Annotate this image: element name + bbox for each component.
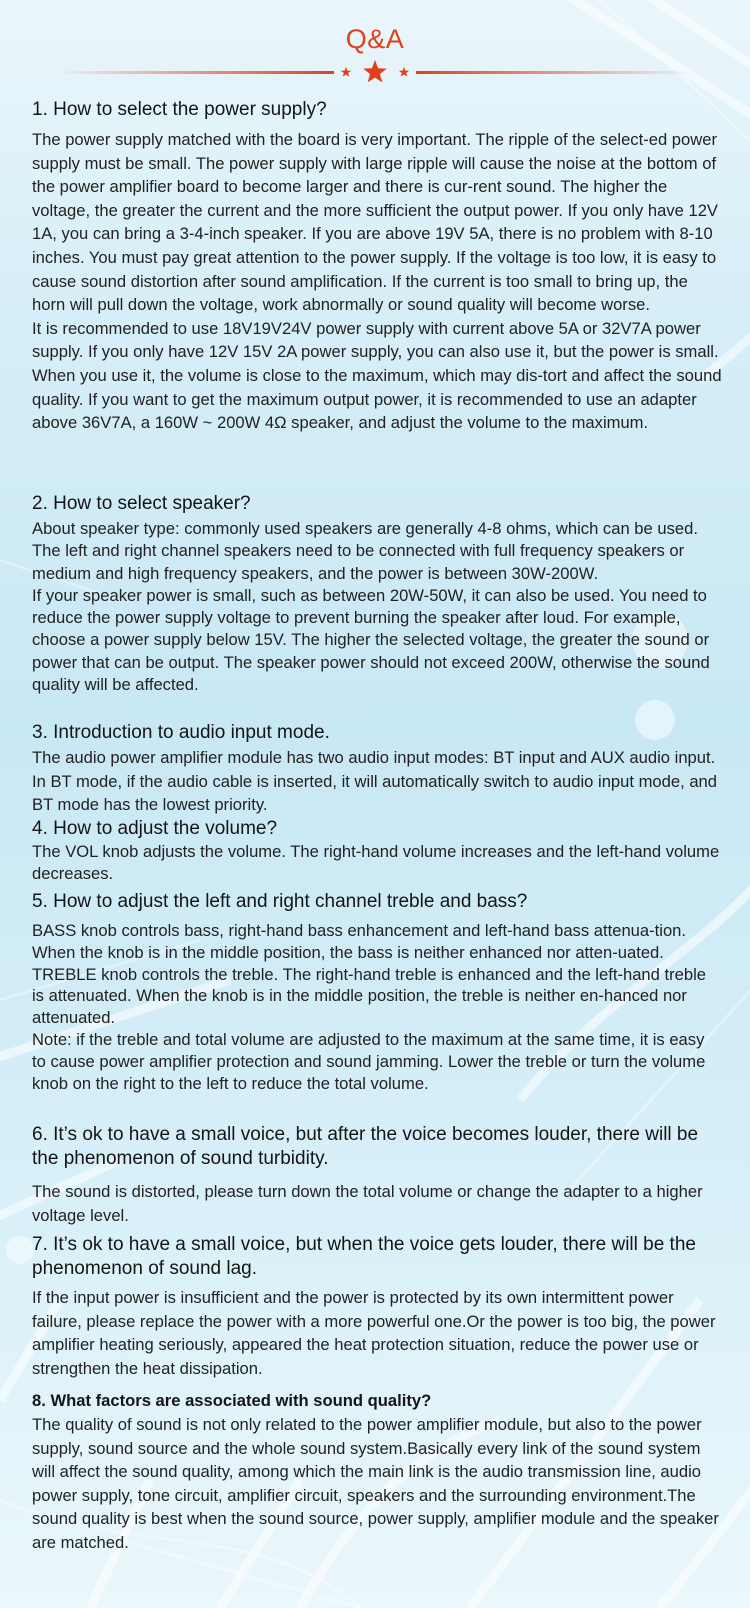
qa-item-4 [32,817,722,885]
question-6: 6. It’s ok to have a small voice, but after the voice becomes louder, there will be the phenomenon of sound turbidity. [32,1124,699,1169]
answer-3 [32,746,722,817]
answer-2-paragraph-2: If your speaker power is small, such as between 20W-50W, it can also be used. You need to reduce the power supply voltage to prevent burning the speaker after loud. For example, choose a power supply below 15V. The higher the selected voltage, the greater the sound or power that can be output. The speaker power should not exceed 200W, otherwise the sound quality will be affected. [32,585,710,695]
question-4: 4. How to adjust the volume? [32,818,278,839]
answer-7 [32,1286,722,1380]
answer-5-paragraph-2: TREBLE knob controls the treble. The right-hand treble is enhanced and the left-hand treble is attenuated. When the knob is in the middle position, the treble is neither en-hanced nor attenuated. [32,964,706,1028]
header [0,22,750,56]
answer-8-paragraph-1: The quality of sound is not only related to the power amplifier module, but also to the power supply, sound source and the whole sound system.Basically every link of the sound system will affect the sound quality, among which the main link is the audio transmission line, audio power supply, tone circuit, amplifier circuit, speakers and the surrounding environment.The sound quality is best when the sound source, power supply, amplifier module and the speaker are matched. [32,1415,719,1552]
answer-1-paragraph-2: It is recommended to use 18V19V24V power supply with current above 5A or 32V7A power supply. If you only have 12V 15V 2A power supply, you can also use it, but the power is small. When you use it, the volume is close to the maximum, which may dis-tort and affect the sound quality. If you want to get the maximum output power, it is recommended to use an adapter above 36V7A, a 160W ~ 200W 4Ω speaker, and adjust the volume to the maximum. [32,318,722,433]
qa-item-7 [32,1233,722,1380]
qa-item-2 [32,492,722,696]
answer-1 [32,128,722,435]
answer-3-paragraph-1: The audio power amplifier module has two audio input modes: BT input and AUX audio input. In BT mode, if the audio cable is inserted, it will automatically switch to audio input mode, and BT mode has the lowest priority. [32,748,718,815]
answer-4-paragraph-1: The VOL knob adjusts the volume. The right-hand volume increases and the left-hand volume decreases. [32,842,720,883]
answer-7-paragraph-1: If the input power is insufficient and the power is protected by its own intermittent power failure, please replace the power with a more powerful one.Or the power is too big, the power amplifier heating seriously, appeared the heat protection situation, reduce the power use or strengthen the heat dissipation. [32,1288,716,1378]
answer-2 [32,518,722,696]
answer-2-paragraph-1: About speaker type: commonly used speakers are generally 4-8 ohms, which can be used. The left and right channel speakers need to be connected with full frequency speakers or medium and high frequency speakers, and the power is between 30W-200W. [32,519,698,583]
qa-item-1 [32,98,722,435]
title-divider [0,58,750,88]
answer-5 [32,920,722,1094]
question-5: 5. How to adjust the left and right channel treble and bass? [32,891,528,912]
page-title: Q&A [345,24,405,54]
small-star-right-icon [399,67,409,77]
question-8: 8. What factors are associated with sound quality? [32,1391,432,1410]
qa-item-5 [32,890,722,1094]
question-7: 7. It’s ok to have a small voice, but when the voice gets louder, there will be the phenomenon of sound lag. [32,1234,696,1279]
answer-8 [32,1413,722,1555]
answer-1-paragraph-1: The power supply matched with the board is very important. The ripple of the select-ed power supply must be small. The power supply with large ripple will cause the noise at the bottom of the power amplifier board to become larger and there is cur-rent sound. The higher the voltage, the greater the current and the more sufficient the output power. If you only have 12V 1A, you can bring a 3-4-inch speaker. If you are above 19V 5A, there is no problem with 8-10 inches. You must pay great attention to the power supply. If the voltage is too low, it is easy to cause sound distortion after sound amplification. If the current is too small to bring up, the horn will pull down the voltage, work abnormally or sound quality will become worse. [32,130,718,315]
question-3: 3. Introduction to audio input mode. [32,722,330,743]
question-2: 2. How to select speaker? [32,493,251,514]
qa-item-8 [32,1389,722,1555]
answer-6 [32,1180,722,1227]
small-star-left-icon [341,67,351,77]
star-icon [363,60,387,82]
answer-6-paragraph-1: The sound is distorted, please turn down the total volume or change the adapter to a higher voltage level. [32,1182,703,1225]
answer-4 [32,841,722,885]
answer-5-paragraph-1: BASS knob controls bass, right-hand bass enhancement and left-hand bass attenua-tion. When the knob is in the middle position, the bass is neither enhanced nor atten-uated. [32,921,687,962]
answer-5-paragraph-3: Note: if the treble and total volume are adjusted to the maximum at the same time, it is easy to cause power amplifier protection and sound jamming. Lower the treble or turn the volume knob on the right to the left to reduce the total volume. [32,1029,706,1093]
qa-item-3 [32,721,722,817]
qa-item-6 [32,1123,722,1227]
question-1: 1. How to select the power supply? [32,99,327,120]
